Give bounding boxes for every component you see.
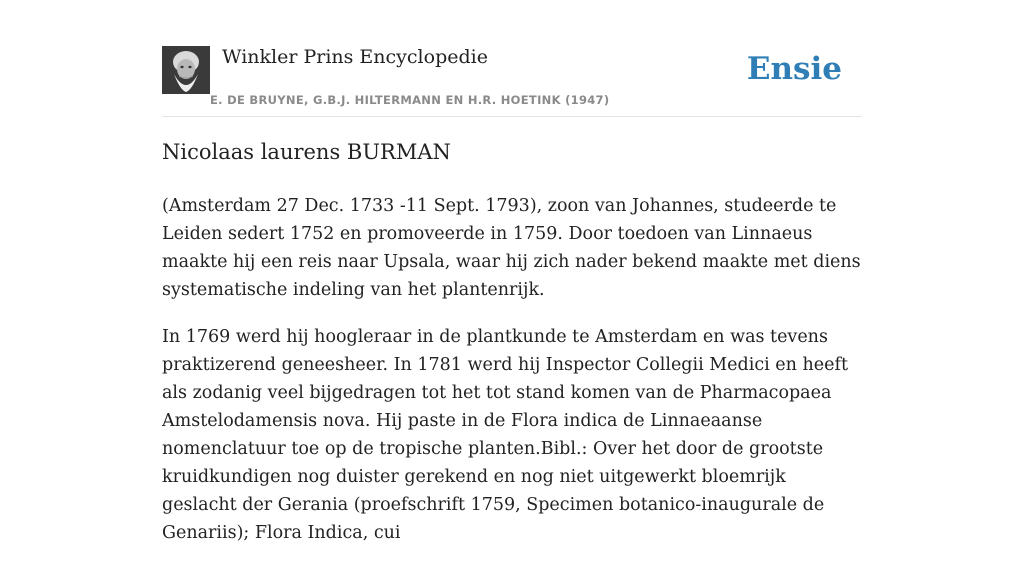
article-title: Nicolaas laurens BURMAN [162, 140, 451, 164]
source-authors: E. DE BRUYNE, G.B.J. HILTERMANN EN H.R. HOETINK (1947) [210, 93, 610, 107]
source-title[interactable]: Winkler Prins Encyclopedie [222, 46, 488, 68]
article-paragraph: In 1769 werd hij hoogleraar in de plantkunde te Amsterdam en was tevens praktizerend geneesheer. In 1781 werd hij Inspector Collegii Medici en heeft als zodanig veel bijgedragen tot het tot stand komen van de Pharmacopaea Amstelodamensis nova. Hij paste in de Flora indica de Linnaeaanse nomenclatuur toe op de tropische planten.Bibl.: Over het door de grootste kruidkundigen nog duister gerekend en nog niet uitgewerkt bloemrijk geslacht der Gerania (proefschrift 1759, Specimen botanico-inaugurale de Genariis); Flora Indica, cui [162, 327, 848, 543]
author-avatar-icon[interactable] [162, 46, 210, 94]
article-body [162, 192, 862, 566]
source-header [162, 46, 862, 117]
ensie-logo[interactable]: Ensie [746, 51, 842, 87]
article-paragraph: (Amsterdam 27 Dec. 1733 -11 Sept. 1793), zoon van Johannes, studeerde te Leiden sedert 1752 en promoveerde in 1759. Door toedoen van Linnaeus maakte hij een reis naar Upsala, waar hij zich nader bekend maakte met diens systematische indeling van het plantenrijk. [162, 196, 861, 300]
